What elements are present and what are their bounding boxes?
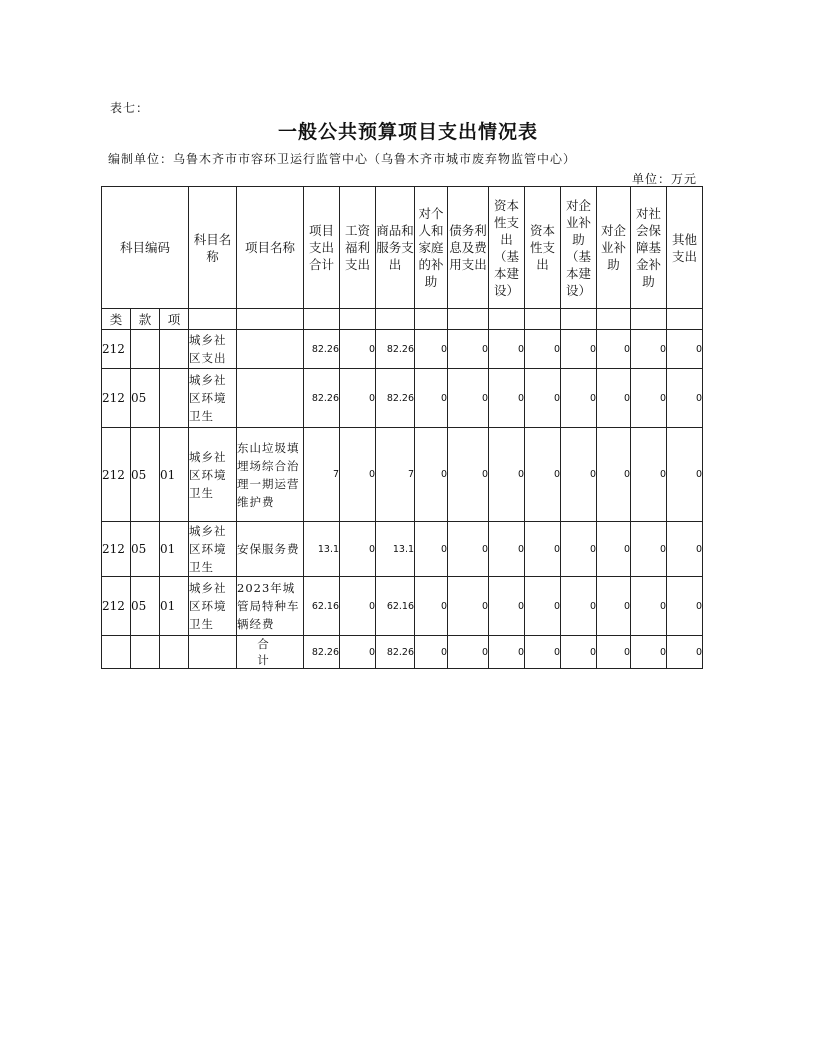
- enterprise-cell: 0: [597, 369, 631, 428]
- col-section: 款: [131, 309, 160, 330]
- social-cell: 0: [631, 330, 667, 369]
- col-personal-family: 对个人和家庭的补助: [415, 187, 448, 309]
- goods-cell: 82.26: [376, 636, 415, 669]
- goods-cell: 82.26: [376, 330, 415, 369]
- compiling-unit: 编制单位：乌鲁木齐市市容环卫运行监管中心（乌鲁木齐市城市废弃物监管中心）: [108, 152, 577, 166]
- goods-cell: 7: [376, 428, 415, 522]
- enterprise-basic-cell: 0: [561, 636, 597, 669]
- other-cell: 0: [667, 636, 703, 669]
- enterprise-cell: 0: [597, 522, 631, 577]
- social-cell: 0: [631, 636, 667, 669]
- item-code: [160, 330, 189, 369]
- subject-name: 城乡社区环境卫生: [189, 369, 237, 428]
- project-name: 安保服务费: [237, 522, 304, 577]
- personal-cell: 0: [415, 522, 448, 577]
- salary-cell: 0: [340, 577, 376, 636]
- project-name: 2023年城管局特种车辆经费: [237, 577, 304, 636]
- other-cell: 0: [667, 577, 703, 636]
- subject-name: 城乡社区环境卫生: [189, 522, 237, 577]
- capital-basic-cell: 0: [489, 428, 525, 522]
- section-code: 05: [131, 577, 160, 636]
- col-project-name: 项目名称: [237, 187, 304, 309]
- total-label: 合 计: [237, 636, 304, 669]
- item-code: 01: [160, 522, 189, 577]
- debt-cell: 0: [448, 522, 489, 577]
- col-capital: 资本性支出: [525, 187, 561, 309]
- project-name: 东山垃圾填埋场综合治理一期运营维护费: [237, 428, 304, 522]
- subheader-row: [102, 309, 703, 330]
- capital-cell: 0: [525, 636, 561, 669]
- col-salary: 工资福利支出: [340, 187, 376, 309]
- col-enterprise-basic: 对企业补助（基本建设）: [561, 187, 597, 309]
- section-code: 05: [131, 369, 160, 428]
- col-debt-interest: 债务利息及费用支出: [448, 187, 489, 309]
- salary-cell: 0: [340, 330, 376, 369]
- debt-cell: 0: [448, 428, 489, 522]
- other-cell: 0: [667, 428, 703, 522]
- enterprise-cell: 0: [597, 577, 631, 636]
- personal-cell: 0: [415, 330, 448, 369]
- personal-cell: 0: [415, 369, 448, 428]
- enterprise-cell: 0: [597, 636, 631, 669]
- debt-cell: 0: [448, 369, 489, 428]
- enterprise-basic-cell: 0: [561, 522, 597, 577]
- capital-cell: 0: [525, 577, 561, 636]
- salary-cell: 0: [340, 636, 376, 669]
- enterprise-basic-cell: 0: [561, 369, 597, 428]
- currency-unit: 单位：万元: [631, 172, 697, 186]
- capital-cell: 0: [525, 369, 561, 428]
- table-row: [102, 522, 703, 577]
- other-cell: 0: [667, 330, 703, 369]
- class-code: 212: [102, 522, 131, 577]
- page-title: 一般公共预算项目支出情况表: [277, 121, 538, 143]
- subject-name: 城乡社区环境卫生: [189, 428, 237, 522]
- subject-name: 城乡社区环境卫生: [189, 577, 237, 636]
- personal-cell: 0: [415, 428, 448, 522]
- capital-basic-cell: 0: [489, 636, 525, 669]
- table-row: [102, 369, 703, 428]
- social-cell: 0: [631, 522, 667, 577]
- col-goods-services: 商品和服务支出: [376, 187, 415, 309]
- capital-basic-cell: 0: [489, 577, 525, 636]
- section-code: 05: [131, 428, 160, 522]
- budget-table: [101, 186, 703, 669]
- goods-cell: 13.1: [376, 522, 415, 577]
- capital-basic-cell: 0: [489, 369, 525, 428]
- other-cell: 0: [667, 522, 703, 577]
- class-code: 212: [102, 369, 131, 428]
- capital-basic-cell: 0: [489, 330, 525, 369]
- social-cell: 0: [631, 428, 667, 522]
- salary-cell: 0: [340, 428, 376, 522]
- total-cell: 82.26: [304, 369, 340, 428]
- total-cell: 82.26: [304, 330, 340, 369]
- total-cell: 13.1: [304, 522, 340, 577]
- goods-cell: 82.26: [376, 369, 415, 428]
- debt-cell: 0: [448, 330, 489, 369]
- class-code: 212: [102, 577, 131, 636]
- col-item: 项: [160, 309, 189, 330]
- table-row: [102, 330, 703, 369]
- table-row: [102, 577, 703, 636]
- class-code: 212: [102, 330, 131, 369]
- social-cell: 0: [631, 369, 667, 428]
- project-name: [237, 330, 304, 369]
- col-class: 类: [102, 309, 131, 330]
- section-code: 05: [131, 522, 160, 577]
- enterprise-basic-cell: 0: [561, 577, 597, 636]
- item-code: 01: [160, 577, 189, 636]
- salary-cell: 0: [340, 522, 376, 577]
- project-name: [237, 369, 304, 428]
- section-code: [131, 330, 160, 369]
- enterprise-basic-cell: 0: [561, 428, 597, 522]
- subject-name: 城乡社区支出: [189, 330, 237, 369]
- header-row: [102, 187, 703, 309]
- enterprise-basic-cell: 0: [561, 330, 597, 369]
- col-subject-name: 科目名称: [189, 187, 237, 309]
- table-number-label: 表七：: [110, 101, 150, 115]
- total-row: [102, 636, 703, 669]
- class-code: 212: [102, 428, 131, 522]
- table-row: [102, 428, 703, 522]
- item-code: [160, 369, 189, 428]
- personal-cell: 0: [415, 577, 448, 636]
- col-enterprise: 对企业补助: [597, 187, 631, 309]
- total-cell: 82.26: [304, 636, 340, 669]
- col-social-security: 对社会保障基金补助: [631, 187, 667, 309]
- social-cell: 0: [631, 577, 667, 636]
- total-cell: 7: [304, 428, 340, 522]
- salary-cell: 0: [340, 369, 376, 428]
- enterprise-cell: 0: [597, 330, 631, 369]
- capital-cell: 0: [525, 522, 561, 577]
- goods-cell: 62.16: [376, 577, 415, 636]
- personal-cell: 0: [415, 636, 448, 669]
- col-code-group: 科目编码: [102, 187, 189, 309]
- col-other: 其他支出: [667, 187, 703, 309]
- col-total: 项目支出合计: [304, 187, 340, 309]
- total-cell: 62.16: [304, 577, 340, 636]
- col-capital-basic: 资本性支出（基本建设）: [489, 187, 525, 309]
- capital-cell: 0: [525, 330, 561, 369]
- debt-cell: 0: [448, 636, 489, 669]
- item-code: 01: [160, 428, 189, 522]
- capital-basic-cell: 0: [489, 522, 525, 577]
- capital-cell: 0: [525, 428, 561, 522]
- other-cell: 0: [667, 369, 703, 428]
- enterprise-cell: 0: [597, 428, 631, 522]
- debt-cell: 0: [448, 577, 489, 636]
